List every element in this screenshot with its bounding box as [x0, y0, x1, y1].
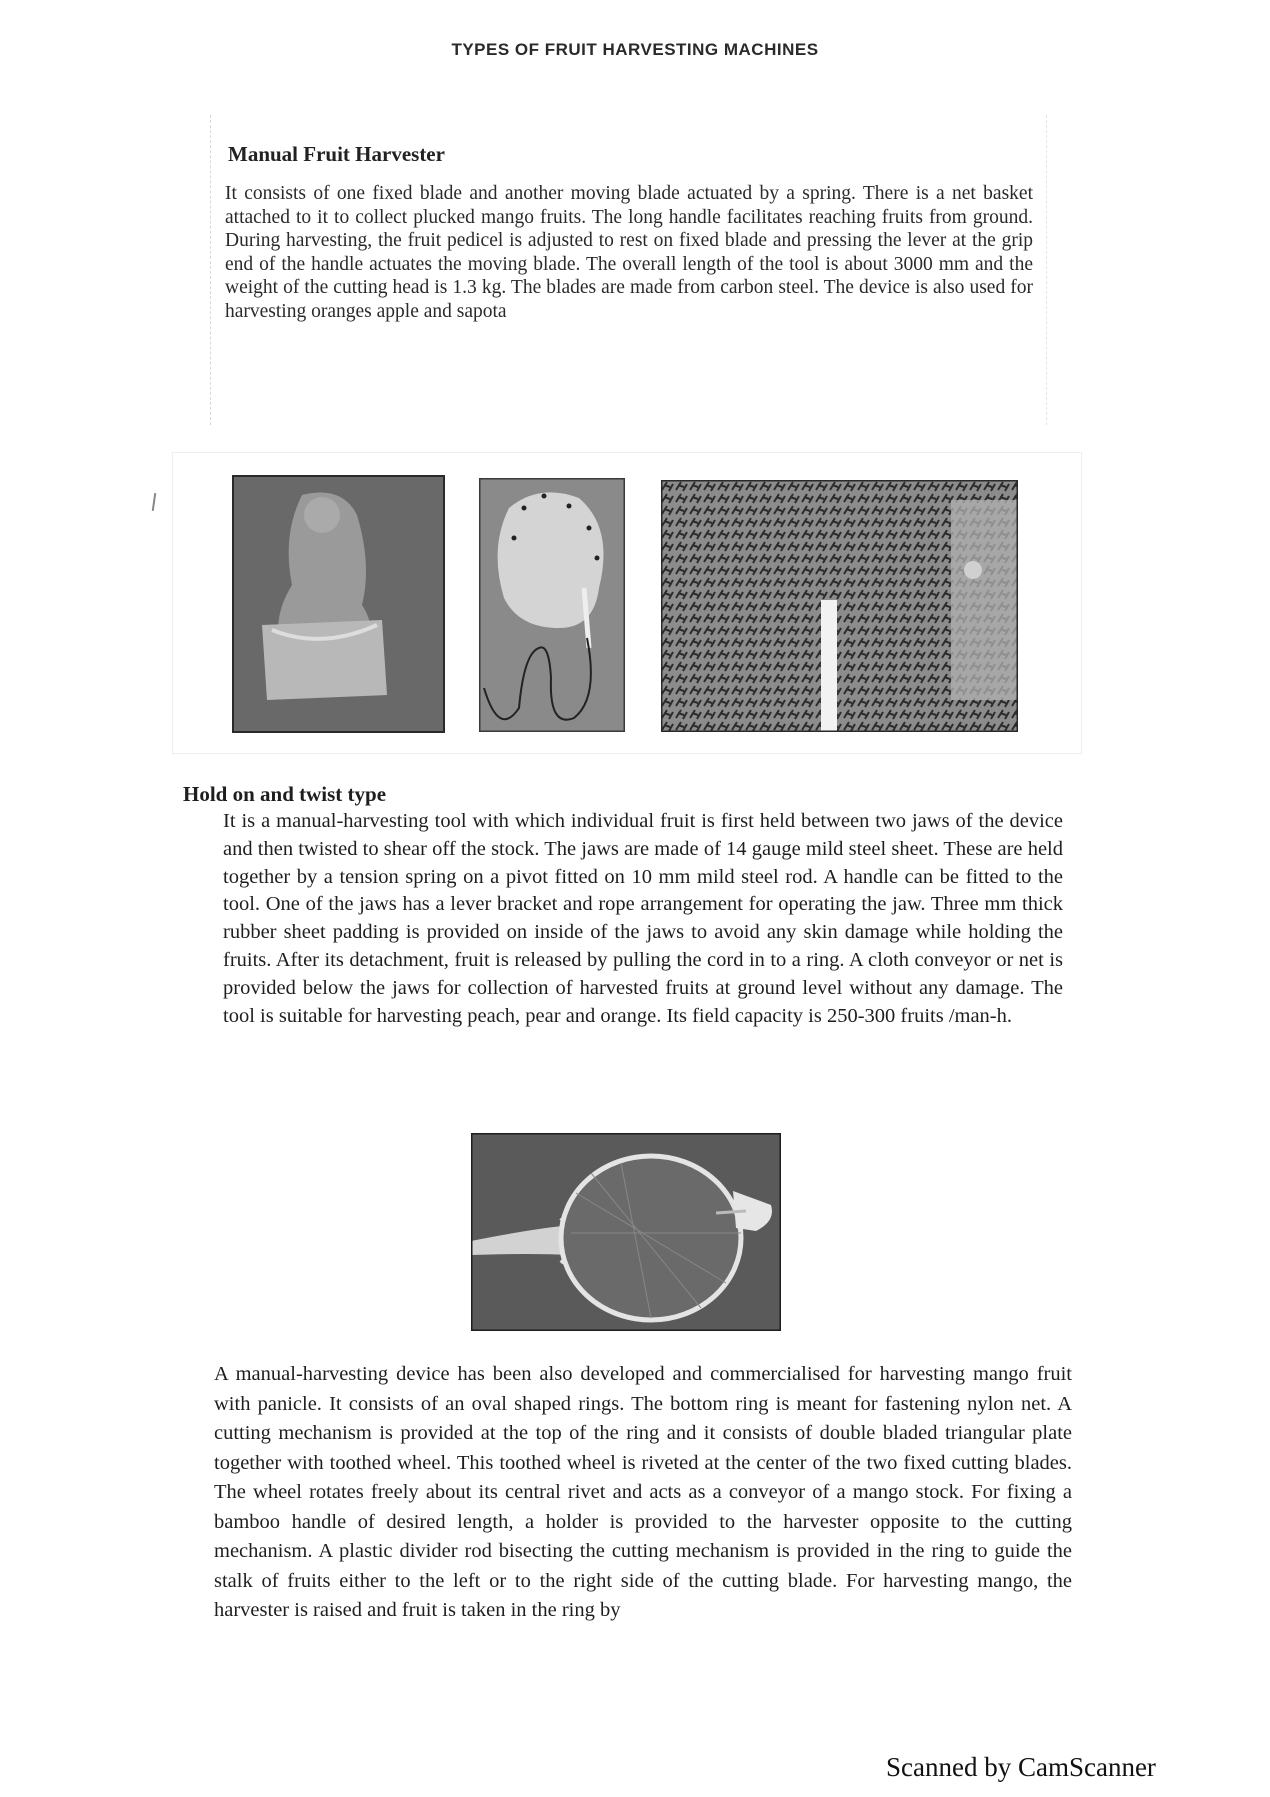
paragraph-manual-fruit-harvester: It consists of one fixed blade and another moving blade actuated by a spring. There is a net basket attached to it to collect plucked mango fruits. The long handle facilitates reaching fruits from ground. During harvesting, the fruit pedicel is adjusted to rest on fixed blade and pressing the lever at the grip end of the handle actuates the moving blade. The overall length of the tool is about 3000 mm and the weight of the cutting head is 1.3 kg. The blades are made from carbon steel. The device is also used for harvesting oranges apple and sapota [225, 183, 1033, 322]
paragraph-hold-on-and-twist-type: It is a manual-harvesting tool with which individual fruit is first held between two jaws of the device and then twisted to shear off the stock. The jaws are made of 14 gauge mild steel sheet. These are held together by a tension spring on a pivot fitted on 10 mm mild steel rod. A handle can be fitted to the tool. One of the jaws has a lever bracket and rope arrangement for operating the jaw. Three mm thick rubber sheet padding is provided on inside of the jaws to avoid any skin damage while holding the fruits. After its detachment, fruit is released by pulling the cord in to a ring. A cloth conveyor or net is provided below the jaws for collection of harvested fruits at ground level without any damage. The tool is suitable for harvesting peach, pear and orange. Its field capacity is 250-300 fruits /man-h. [223, 810, 1063, 1027]
section-heading-hold-on-and-twist-type: Hold on and twist type [183, 782, 387, 806]
scan-mark [152, 493, 156, 511]
page-title: TYPES OF FRUIT HARVESTING MACHINES [451, 40, 819, 59]
figure-harvester-in-tree [661, 480, 1018, 732]
paragraph-mango-harvester: A manual-harvesting device has been also developed and commercialised for harvesting mango fruit with panicle. It consists of an oval shaped rings. The bottom ring is meant for fastening nylon net. A cutting mechanism is provided at the top of the ring and it consists of double bladed triangular plate together with toothed wheel. This toothed wheel is riveted at the center of the two fixed cutting blades. The wheel rotates freely about its central rivet and acts as a conveyor of a mango stock. For fixing a bamboo handle of desired length, a holder is provided to the harvester opposite to the cutting mechanism. A plastic divider rod bisecting the cutting mechanism is provided in the ring to guide the stalk of fruits either to the left or to the right side of the cutting blade. For harvesting mango, the harvester is raised and fruit is taken in the ring by [214, 1363, 1072, 1621]
figure-oval-ring-harvester [471, 1133, 781, 1331]
figure-harvester-head-cord [479, 478, 625, 732]
figure-harvester-net [232, 475, 445, 733]
section-heading-manual-fruit-harvester: Manual Fruit Harvester [228, 142, 445, 166]
scanner-watermark: Scanned by CamScanner [886, 1752, 1156, 1782]
